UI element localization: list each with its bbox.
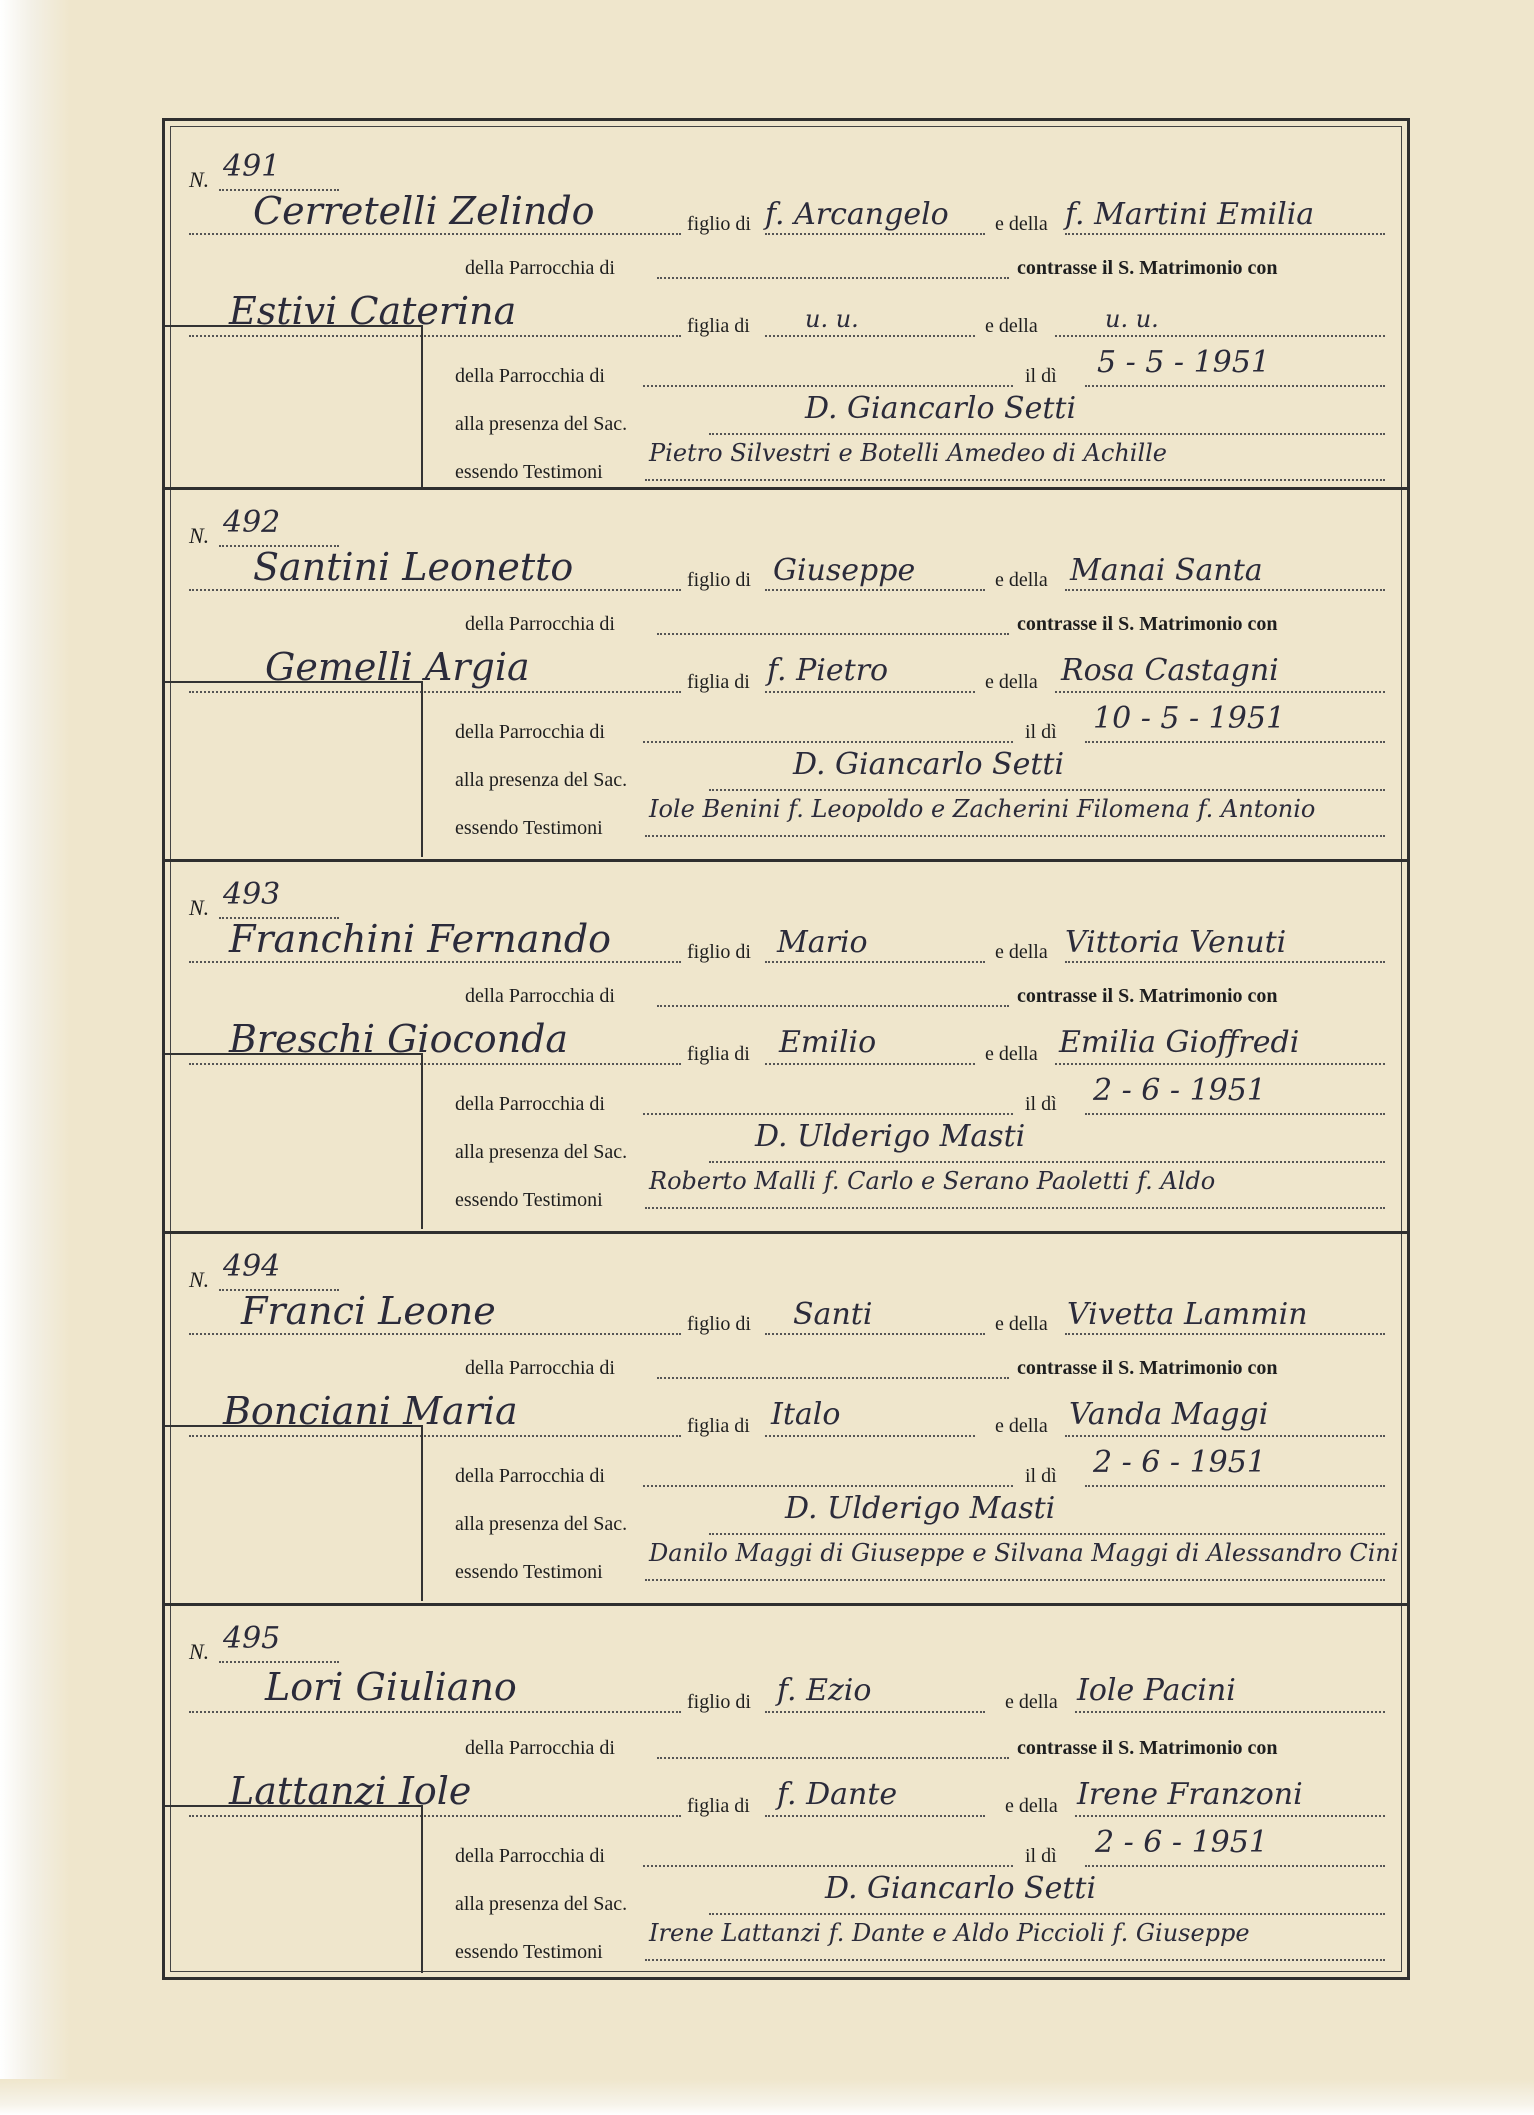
groom-father-label: figlio di xyxy=(687,569,751,591)
priest-name: D. Giancarlo Setti xyxy=(805,391,1077,426)
bride-parish-label: della Parrocchia di xyxy=(455,1093,605,1115)
groom-mother-label: e della xyxy=(995,1313,1048,1335)
groom-father: f. Arcangelo xyxy=(765,197,949,232)
groom-mother: Vivetta Lammin xyxy=(1067,1297,1308,1332)
contrasse-label: contrasse il S. Matrimonio con xyxy=(1017,613,1278,635)
date-label: il dì xyxy=(1025,721,1057,743)
record-number-label: N. xyxy=(189,1267,210,1292)
bride-mother-label: e della xyxy=(1005,1795,1058,1817)
groom-father: Mario xyxy=(777,925,868,960)
marriage-record xyxy=(165,491,1407,859)
bride-mother: Vanda Maggi xyxy=(1069,1397,1269,1432)
bride-father-label: figlia di xyxy=(687,1043,750,1065)
priest-name: D. Giancarlo Setti xyxy=(793,747,1065,782)
bride-father: Emilio xyxy=(779,1025,877,1060)
register-frame xyxy=(162,118,1410,1980)
priest-label: alla presenza del Sac. xyxy=(455,1513,628,1535)
bride-mother: Irene Franzoni xyxy=(1077,1777,1303,1812)
record-number: 491 xyxy=(223,149,281,184)
bride-name: Bonciani Maria xyxy=(223,1389,518,1433)
witnesses-label: essendo Testimoni xyxy=(455,1189,603,1211)
date-label: il dì xyxy=(1025,1465,1057,1487)
record-number-label: N. xyxy=(189,167,210,192)
bride-mother: Rosa Castagni xyxy=(1061,653,1279,688)
marriage-date: 5 - 5 - 1951 xyxy=(1097,345,1270,380)
bride-parish-label: della Parrocchia di xyxy=(455,365,605,387)
groom-parish-label: della Parrocchia di xyxy=(465,985,615,1007)
bride-father-label: figlia di xyxy=(687,315,750,337)
bride-father-label: figlia di xyxy=(687,1415,750,1437)
bride-mother-label: e della xyxy=(985,315,1038,337)
witnesses-label: essendo Testimoni xyxy=(455,817,603,839)
groom-mother: Vittoria Venuti xyxy=(1065,925,1287,960)
bride-father: Italo xyxy=(771,1397,841,1432)
witnesses: Pietro Silvestri e Botelli Amedeo di Achille xyxy=(649,439,1168,467)
groom-name: Cerretelli Zelindo xyxy=(253,189,595,233)
priest-label: alla presenza del Sac. xyxy=(455,769,628,791)
priest-label: alla presenza del Sac. xyxy=(455,413,628,435)
bride-father-label: figlia di xyxy=(687,1795,750,1817)
priest-name: D. Ulderigo Masti xyxy=(785,1491,1056,1526)
groom-parish-label: della Parrocchia di xyxy=(465,613,615,635)
marriage-date: 10 - 5 - 1951 xyxy=(1093,701,1286,736)
contrasse-label: contrasse il S. Matrimonio con xyxy=(1017,1357,1278,1379)
bride-name: Gemelli Argia xyxy=(265,645,530,689)
bride-mother-label: e della xyxy=(985,1043,1038,1065)
groom-father: Santi xyxy=(793,1297,873,1332)
marriage-date: 2 - 6 - 1951 xyxy=(1093,1445,1266,1480)
groom-parish-label: della Parrocchia di xyxy=(465,1357,615,1379)
groom-father-label: figlio di xyxy=(687,213,751,235)
priest-label: alla presenza del Sac. xyxy=(455,1141,628,1163)
groom-parish-label: della Parrocchia di xyxy=(465,1737,615,1759)
bride-parish-label: della Parrocchia di xyxy=(455,1465,605,1487)
marriage-record xyxy=(165,1235,1407,1603)
groom-mother: f. Martini Emilia xyxy=(1065,197,1315,232)
bride-father: f. Dante xyxy=(777,1777,898,1812)
bride-name: Estivi Caterina xyxy=(229,289,517,333)
date-label: il dì xyxy=(1025,1093,1057,1115)
record-number: 492 xyxy=(223,505,281,540)
groom-mother-label: e della xyxy=(995,941,1048,963)
groom-mother-label: e della xyxy=(995,213,1048,235)
marriage-record xyxy=(165,863,1407,1231)
record-number-label: N. xyxy=(189,523,210,548)
record-number-label: N. xyxy=(189,1639,210,1664)
bride-father-label: figlia di xyxy=(687,671,750,693)
record-number: 494 xyxy=(223,1249,281,1284)
date-label: il dì xyxy=(1025,365,1057,387)
bride-father: f. Pietro xyxy=(767,653,889,688)
bride-parish-label: della Parrocchia di xyxy=(455,1845,605,1867)
bride-mother: Emilia Gioffredi xyxy=(1059,1025,1300,1060)
witnesses: Irene Lattanzi f. Dante e Aldo Piccioli f. Giuseppe xyxy=(649,1919,1250,1947)
witnesses-label: essendo Testimoni xyxy=(455,1561,603,1583)
groom-name: Santini Leonetto xyxy=(253,545,574,589)
groom-father-label: figlio di xyxy=(687,1313,751,1335)
marriage-record xyxy=(165,1607,1407,1975)
groom-father: Giuseppe xyxy=(773,553,916,588)
bride-name: Lattanzi Iole xyxy=(229,1769,472,1813)
bride-parish-label: della Parrocchia di xyxy=(455,721,605,743)
record-number: 493 xyxy=(223,877,281,912)
bride-father: u. u. xyxy=(805,305,859,333)
priest-name: D. Ulderigo Masti xyxy=(755,1119,1026,1154)
groom-father: f. Ezio xyxy=(777,1673,872,1708)
witnesses-label: essendo Testimoni xyxy=(455,1941,603,1963)
groom-mother-label: e della xyxy=(1005,1691,1058,1713)
bride-mother-label: e della xyxy=(985,671,1038,693)
witnesses: Iole Benini f. Leopoldo e Zacherini Filomena f. Antonio xyxy=(649,795,1316,823)
marriage-date: 2 - 6 - 1951 xyxy=(1095,1825,1268,1860)
groom-father-label: figlio di xyxy=(687,941,751,963)
record-number: 495 xyxy=(223,1621,281,1656)
contrasse-label: contrasse il S. Matrimonio con xyxy=(1017,1737,1278,1759)
witnesses: Roberto Malli f. Carlo e Serano Paoletti f. Aldo xyxy=(649,1167,1216,1195)
groom-name: Lori Giuliano xyxy=(265,1665,517,1709)
marriage-date: 2 - 6 - 1951 xyxy=(1093,1073,1266,1108)
groom-name: Franci Leone xyxy=(241,1289,496,1333)
groom-mother-label: e della xyxy=(995,569,1048,591)
marriage-record xyxy=(165,127,1407,495)
contrasse-label: contrasse il S. Matrimonio con xyxy=(1017,257,1278,279)
bride-mother: u. u. xyxy=(1105,305,1159,333)
groom-name: Franchini Fernando xyxy=(229,917,612,961)
record-number-label: N. xyxy=(189,895,210,920)
bride-name: Breschi Gioconda xyxy=(229,1017,569,1061)
priest-label: alla presenza del Sac. xyxy=(455,1893,628,1915)
witnesses: Danilo Maggi di Giuseppe e Silvana Maggi di Alessandro Cini xyxy=(649,1539,1399,1567)
page-left-edge xyxy=(0,0,70,2115)
groom-parish-label: della Parrocchia di xyxy=(465,257,615,279)
groom-mother: Manai Santa xyxy=(1070,553,1263,588)
contrasse-label: contrasse il S. Matrimonio con xyxy=(1017,985,1278,1007)
priest-name: D. Giancarlo Setti xyxy=(825,1871,1097,1906)
groom-mother: Iole Pacini xyxy=(1077,1673,1236,1708)
witnesses-label: essendo Testimoni xyxy=(455,461,603,483)
bride-mother-label: e della xyxy=(995,1415,1048,1437)
groom-father-label: figlio di xyxy=(687,1691,751,1713)
date-label: il dì xyxy=(1025,1845,1057,1867)
page-bottom-edge xyxy=(0,2079,1534,2115)
